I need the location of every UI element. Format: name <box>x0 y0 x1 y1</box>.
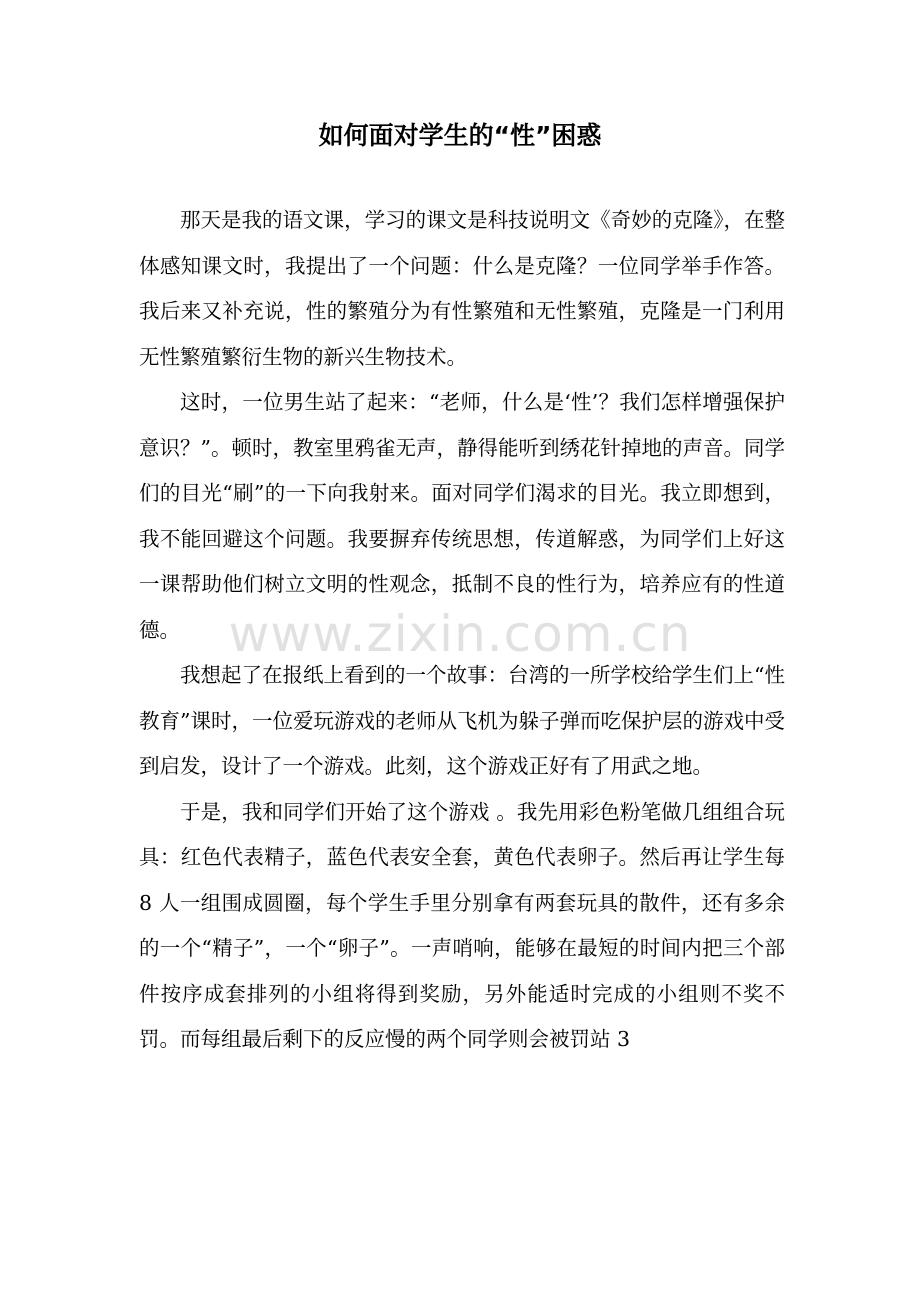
document-title: 如何面对学生的“性”困惑 <box>318 121 602 150</box>
document-body <box>139 198 785 1063</box>
paragraph-1: 那天是我的语文课，学习的课文是科技说明文《奇妙的克隆》，在整体感知课文时，我提出了一个问题：什么是克隆？一位同学举手作答。我后来又补充说，性的繁殖分为有性繁殖和无性繁殖，克隆是一门利用无性繁殖繁衍生物的新兴生物技术。 <box>139 208 785 369</box>
paragraph-3: 我想起了在报纸上看到的一个故事：台湾的一所学校给学生们上“性教育”课时，一位爱玩游戏的老师从飞机为躲子弹而吃保护层的游戏中受到启发，设计了一个游戏。此刻，这个游戏正好有了用武之地。 <box>139 663 785 778</box>
paragraph-4: 于是，我和同学们开始了这个游戏 。我先用彩色粉笔做几组组合玩具：红色代表精子，蓝色代表安全套，黄色代表卵子。然后再让学生每 8 人一组围成圆圈，每个学生手里分别拿有两套玩具的散件，还有多余的一个“精子”，一个“卵子”。一声哨响，能够在最短的时间内把三个部件按序成套排列的小组将得到奖励，另外能适时完成的小组则不奖不罚。而每组最后剩下的反应慢的两个同学则会被罚站 3 <box>139 799 785 1051</box>
watermark: www.zixin.com.cn <box>228 605 692 663</box>
paragraph-2: 这时，一位男生站了起来：“老师，什么是‘性’？我们怎样增强保护意识？”。顿时，教室里鸦雀无声，静得能听到绣花针掉地的声音。同学们的目光“刷”的一下向我射来。面对同学们渴求的目光。我立即想到，我不能回避这个问题。我要摒弃传统思想，传道解惑，为同学们上好这一课帮助他们树立文明的性观念，抵制不良的性行为，培养应有的性道德。 <box>139 390 785 642</box>
